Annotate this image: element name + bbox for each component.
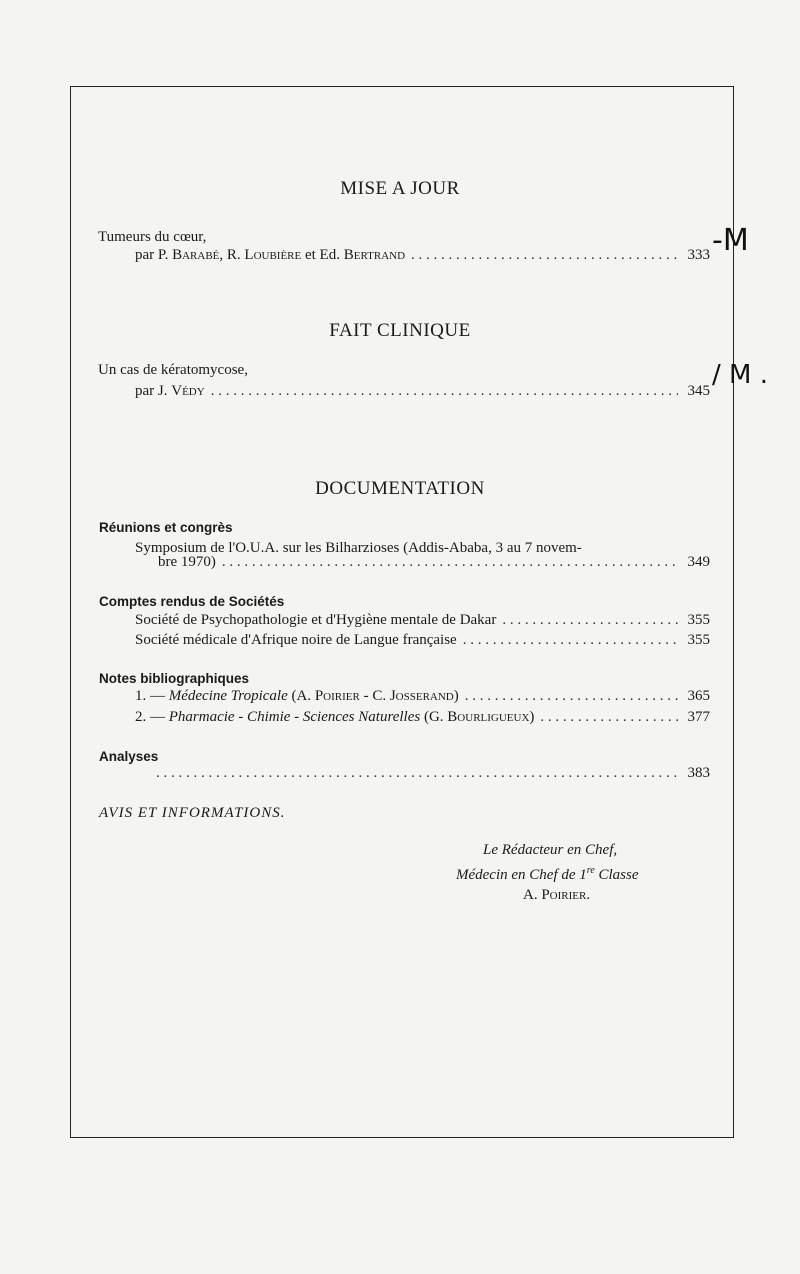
leader-dots [540, 709, 678, 726]
heading-mise-a-jour: MISE A JOUR [340, 178, 460, 199]
section-comptes-rendus: Comptes rendus de Sociétés [99, 594, 285, 609]
entry-societe-psycho [135, 612, 710, 629]
entry-text: bre 1970) [158, 554, 216, 570]
signature-line3: A. Poirier. [523, 887, 591, 903]
leader-dots [502, 612, 678, 629]
page-number: 355 [687, 632, 710, 648]
entry-societe-medicale [135, 632, 710, 649]
leader-dots [465, 688, 678, 705]
entry-symposium-line2 [158, 554, 710, 571]
leader-dots [211, 383, 678, 400]
section-reunions: Réunions et congrès [99, 520, 233, 535]
page-number: 365 [687, 688, 710, 704]
page-number: 377 [687, 709, 710, 725]
leader-dots [463, 632, 678, 649]
entry-text: 2. — Pharmacie - Chimie - Sciences Naturelles (G. Bourligueux) [135, 709, 535, 725]
entry-tumeurs-title: Tumeurs du cœur, [98, 229, 207, 245]
avis-informations: AVIS ET INFORMATIONS. [99, 805, 286, 821]
section-analyses: Analyses [99, 749, 159, 764]
entry-analyses [150, 765, 710, 782]
entry-text: 1. — Médecine Tropicale (A. Poirier - C. Josserand) [135, 688, 459, 704]
page-number: 383 [687, 765, 710, 781]
entry-keratomycose-author [135, 383, 710, 400]
page-number: 355 [687, 612, 710, 628]
entry-pharmacie [135, 709, 710, 726]
signature-line2: Médecin en Chef de 1re Classe [456, 865, 639, 883]
handwritten-mark: -M [712, 223, 749, 258]
heading-fait-clinique: FAIT CLINIQUE [329, 320, 471, 341]
section-notes: Notes bibliographiques [99, 671, 250, 686]
leader-dots [411, 247, 678, 264]
entry-medecine-tropicale [135, 688, 710, 705]
authors-text: par J. Védy [135, 383, 205, 399]
signature-line1: Le Rédacteur en Chef, [483, 842, 618, 858]
heading-documentation: DOCUMENTATION [315, 478, 485, 499]
page-number: 333 [687, 247, 710, 263]
leader-dots [222, 554, 678, 571]
page-number: 345 [687, 383, 710, 399]
page-number: 349 [687, 554, 710, 570]
handwritten-mark: / M . [712, 360, 768, 390]
entry-tumeurs-authors [135, 247, 710, 264]
entry-text: Société médicale d'Afrique noire de Langue française [135, 632, 457, 648]
entry-keratomycose-title: Un cas de kératomycose, [98, 362, 248, 378]
leader-dots [156, 765, 678, 782]
authors-text: par P. Barabé, R. Loubière et Ed. Bertrand [135, 247, 406, 263]
entry-text: Société de Psychopathologie et d'Hygiène mentale de Dakar [135, 612, 497, 628]
entry-symposium-line1: Symposium de l'O.U.A. sur les Bilharzioses (Addis-Ababa, 3 au 7 novem- [135, 540, 582, 556]
